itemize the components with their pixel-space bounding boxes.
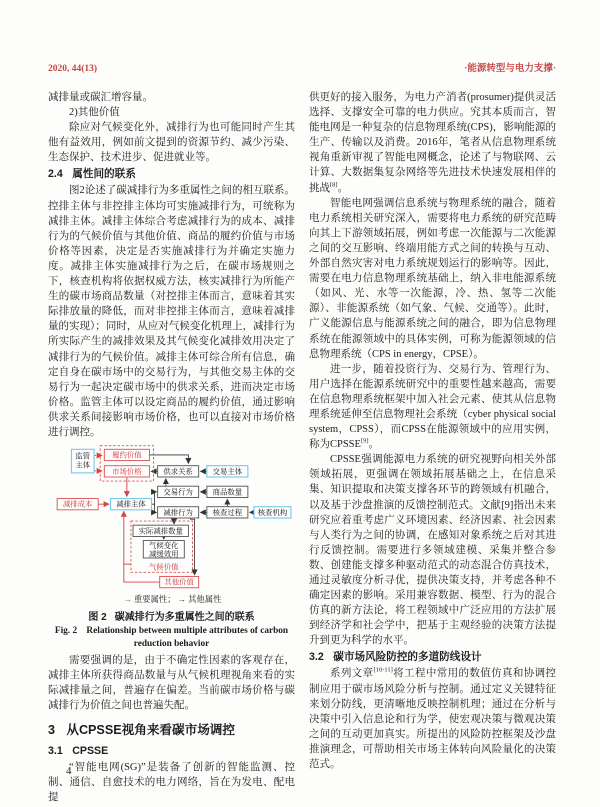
figure-2: [48, 445, 295, 650]
left-column: [48, 90, 295, 805]
section-number: 3.1: [48, 744, 63, 757]
carbon-attributes-diagram: [51, 445, 293, 591]
paragraph-continuation: [309, 90, 556, 196]
node-compliance-value-label: 履约价值: [111, 450, 142, 460]
page-body: [48, 60, 556, 805]
node-reduction-cost-label: 减排成本: [62, 499, 92, 509]
section-number: 2.4: [48, 168, 63, 181]
citation-ref: [8]: [330, 181, 338, 189]
section-title: 从CPSSE视角来看碳市场调控: [66, 722, 235, 737]
node-other-value-label: 其他价值: [163, 577, 194, 587]
paragraph: “智能电网(SG)”是装备了创新的智能监测、控制、通信、自愈技术的电力网络，旨在为发电、配电提: [48, 761, 295, 803]
figure-legend: [48, 592, 295, 607]
figure-caption-en: reduction behavior: [133, 638, 210, 649]
section-heading-3-1: [48, 744, 295, 759]
journal-issue: 2020, 44(13): [48, 64, 98, 74]
section-title: 属性间的联系: [72, 168, 136, 181]
paragraph: [309, 362, 556, 453]
node-actual-reduction-label: 实际减排数量: [138, 526, 183, 536]
figure-caption-en: Fig. 2 Relationship between multiple attributes of carbon: [54, 626, 289, 637]
page-header: [48, 60, 556, 74]
node-regulator-label: 主体: [74, 460, 90, 470]
node-verification-process-label: 核查过程: [212, 507, 242, 517]
section-title: 碳市场风险防控的多道防线设计: [333, 651, 482, 664]
legend-important-label: 重要属性；: [133, 595, 176, 605]
paragraph: [309, 666, 556, 772]
node-climate-mitigation-label: 气候变化: [148, 541, 179, 551]
figure-title: 碳减排行为多重属性之间的联系: [114, 612, 255, 624]
section-number: 3: [48, 722, 56, 737]
paragraph: 智能电网强调信息系统与物理系统的融合，随着电力系统相关研究深入，需要将电力系统的研究范畴向其上下游领域拓展，例如考虑一次能源与二次能源之间的交互影响、终端用能方式之间的转换与互动、外部自然灾害对电力系统规划运行的影响等。因此，需要在电力信息物理系统基础上，纳入非电能源系统（如风、光、水等一次能源，冷、热、氢等二次能源）、非能源系统（如气象、气候、交通等）。此时，广义能源信息与能源系统之间的融合，即为信息物理系统在能源领域中的具体实例，可称为能源领域的信息物理系统（CPS in energy，CPSE）。: [309, 197, 556, 360]
section-heading-3: [48, 722, 295, 738]
red-arrow-icon: →: [123, 595, 132, 605]
paragraph-text: 进一步，随着投资行为、交易行为、管理行为、用户选择在能源系统研究中的重要性越来越高，需要在信息物理系统框架中加入社会元素、使其从信息物理系统延伸至信息物理社会系统（cyber physical social system，CPSS），而CPSS在能源领域中的应用实例，称为CPSSE: [309, 363, 556, 451]
two-column-layout: [48, 90, 556, 805]
node-regulator-label: 监管: [74, 451, 90, 461]
node-trading-behavior-label: 交易行为: [162, 487, 193, 497]
list-item-other-value: 2)其他价值: [69, 107, 120, 119]
edge-compliance-supplydemand: [149, 455, 188, 463]
figure-caption-cn: [48, 611, 295, 625]
edge-entity-tradingbehavior: [151, 492, 156, 504]
paragraph-text: 。: [368, 439, 380, 451]
node-market-price-label: 市场价格: [111, 466, 142, 476]
section-title: CPSSE: [72, 744, 109, 757]
paragraph-text: 供更好的接入服务，为电力产消者(prosumer)提供灵活选择、支撑安全可靠的电力供应。究其本质而言，智能电网是一种复杂的信息物理系统(CPS)，影响能源的生产、传输以及消费。2016年，笔者从信息物理系统视角重新审视了智能电网概念，论述了与物联网、云计算、大数据集复杂网络等先进技术快速发展相伴的挑战: [309, 92, 556, 194]
section-number: 3.2: [309, 651, 324, 664]
paragraph-continuation: 减排量或碳汇增容量。: [48, 92, 153, 103]
black-arrow-icon: →: [177, 595, 187, 605]
node-reduction-entity-label: 减排主体: [115, 499, 146, 509]
climate-value-group-label: 气候价值: [148, 562, 179, 572]
section-heading-3-2: [309, 650, 556, 665]
section-heading-2-4: [48, 167, 295, 182]
node-climate-mitigation-label: 减缓效用: [148, 549, 179, 559]
column-section-title: ·能源转型与电力支撑·: [464, 64, 556, 74]
paragraph-text: 。: [337, 182, 349, 194]
paragraph-text: 将工程中常用的数值仿真和协调控制应用于碳市场风险分析与控制。通过定义关键特征来划分防线，更清晰地反映控制机理；通过在分析与决策中引入信息论和行为学，使宏观决策与微观决策之间的互动更加真实。所提出的风险防控框架及沙盘推演理念，可帮助相关市场主体转向风险量化的决策范式。: [309, 668, 557, 771]
paragraph-text: 系列文章: [330, 668, 374, 680]
paragraph: 需要强调的是，由于不确定性因素的客观存在，减排主体所获得商品数量与从气候机理视角来看的实际减排量之间，普遍存在偏差。当前碳市场价格与碳减排行为价值之间也普遍失配。: [48, 655, 295, 712]
paragraph: CPSSE强调能源电力系统的研究视野向相关外部领域拓展，更强调在领域拓展基础之上，在信息采集、知识提取和决策支撑各环节的跨领域有机融合，以及基于沙盘推演的反馈控制范式。文献[9]指出未来研究应着重考虑广义环境因素、经济因素、社会因素与人类行为之间的协调，在感知对象系统之后对其进行反馈控制。需要进行多领域建模、采集并整合参数、创建能支撑多种驱动范式的动态混合仿真技术，通过灵敏度分析寻优，提供决策支持，并考虑各种不确定因素的影响。采用兼容数据、模型、行为的混合仿真的新方法论，将工程领域中广泛应用的方法扩展到经济学和社会学中，把基于主观经验的决策方法提升到更为科学的水平。: [309, 454, 556, 647]
citation-ref: [10-11]: [373, 666, 393, 674]
node-trading-entity-label: 交易主体: [212, 466, 242, 476]
citation-ref: [9]: [360, 437, 369, 445]
paragraph: 图2论述了碳减排行为多重属性之间的相互联系。控排主体与非控排主体均可实施减排行为，可统称为减排主体。减排主体综合考虑减排行为的成本、减排行为的气候价值与其他价值、商品的履约价值与市场价格等因素，决定是否实施减排行为并确定实施力度。减排主体实施减排行为之后，在碳市场规则之下，核查机构将依据权威方法，核实减排行为所能产生的碳市场商品数量（对控排主体而言，意味着其实际排放量的降低，而对非控排主体而言，意味着减排量的实现）；同时，从应对气候变化机理上，减排行为所实际产生的减排效果及其气候变化减排效用决定了减排行为的气候价值。减排主体可综合所有信息，确定自身在碳市场中的交易行为，与其他交易主体的交易行为一起决定碳市场中的供求关系，进而决定市场价格。监管主体可以设定商品的履约价值，通过影响供求关系间接影响市场价格，也可以直接对市场价格进行调控。: [48, 185, 295, 438]
node-commodity-quantity-label: 商品数量: [212, 487, 242, 497]
edge-entity-reductionbehavior: [154, 504, 156, 512]
node-reduction-behavior-label: 减排行为: [162, 507, 193, 517]
page-number: 4: [66, 765, 72, 777]
node-supply-demand-label: 供求关系: [162, 466, 193, 476]
node-verification-agency-label: 核查机构: [257, 507, 287, 517]
paragraph: 除应对气候变化外，减排行为也可能同时产生其他有益效用，例如前文提到的资源节约、减少污染、生态保护、技术进步、促进就业等。: [48, 122, 295, 164]
figure-number: 图 2: [88, 612, 107, 624]
legend-other-label: 其他属性: [188, 595, 222, 605]
right-column: [309, 90, 556, 805]
